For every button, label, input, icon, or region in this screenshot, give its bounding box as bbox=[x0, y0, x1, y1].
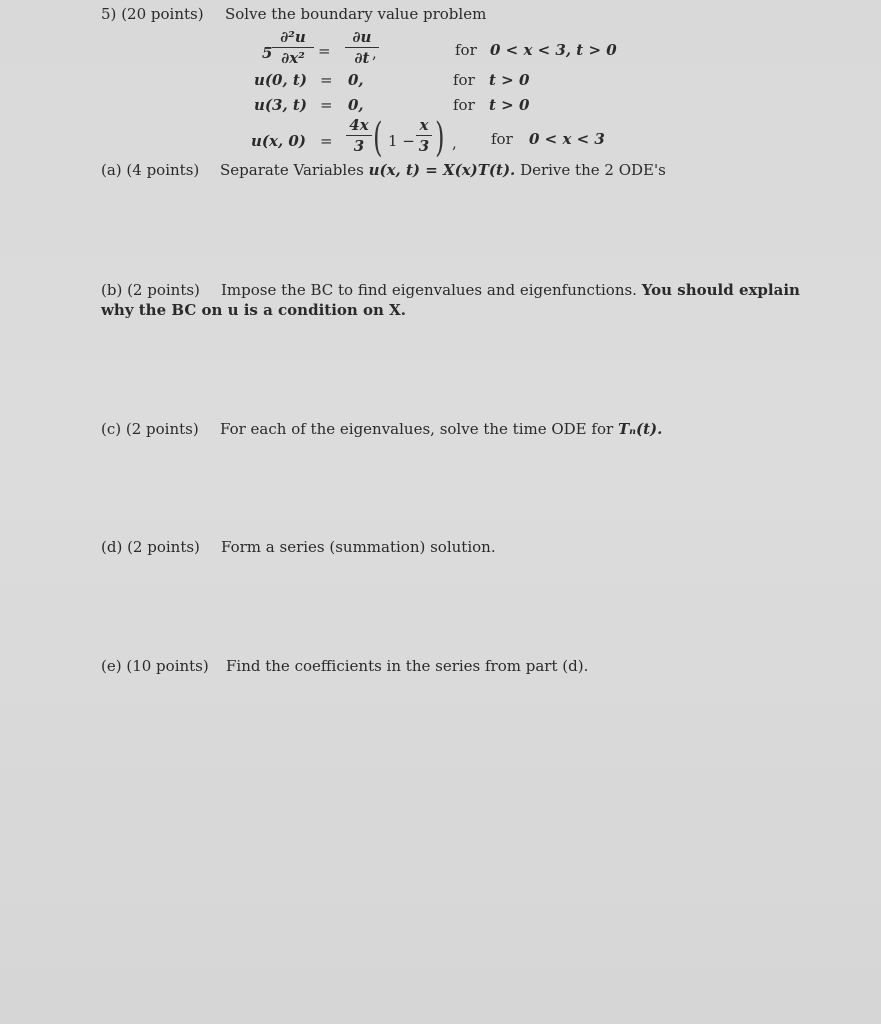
bc2-for: for bbox=[453, 96, 475, 114]
part-c-label: (c) (2 points) bbox=[101, 420, 199, 438]
ic-comma: , bbox=[452, 134, 457, 152]
part-d-label: (d) (2 points) bbox=[101, 538, 200, 556]
pde-for: for bbox=[455, 41, 477, 59]
pde-lhs-fraction bbox=[272, 28, 314, 67]
part-e-label: (e) (10 points) bbox=[101, 657, 209, 675]
part-a-text bbox=[220, 161, 666, 179]
part-b-text bbox=[221, 281, 800, 299]
ic-fraction-4x-over-3 bbox=[346, 116, 372, 155]
pde-lhs-numerator: ∂²u bbox=[280, 28, 306, 46]
part-c-text1: For each of the eigenvalues, solve the time ODE for bbox=[220, 420, 614, 438]
pde-lhs-denominator: ∂x² bbox=[281, 49, 305, 67]
ic-frac1-denominator: 3 bbox=[353, 137, 365, 155]
ic-right-paren: ) bbox=[435, 115, 445, 161]
problem-number-label: 5) bbox=[101, 5, 117, 23]
ic-for: for bbox=[491, 130, 513, 148]
part-a-text2: Derive the 2 ODE's bbox=[520, 161, 666, 179]
part-b-label: (b) (2 points) bbox=[101, 281, 200, 299]
ic-lhs: u(x, 0) bbox=[251, 132, 306, 150]
part-b-bold2: why the BC on u is a condition on X. bbox=[101, 301, 407, 319]
bc2-cond: t > 0 bbox=[489, 96, 530, 114]
pde-equals: = bbox=[318, 42, 331, 60]
part-e-text: Find the coefficients in the series from part (d). bbox=[226, 657, 589, 675]
part-d-text: Form a series (summation) solution. bbox=[221, 538, 496, 556]
part-b-bold1: You should explain bbox=[641, 281, 800, 299]
bc1-cond: t > 0 bbox=[489, 71, 530, 89]
problem-points: (20 points) bbox=[121, 5, 204, 23]
pde-comma: , bbox=[372, 44, 377, 62]
bc2-lhs: u(3, t) bbox=[254, 96, 307, 114]
ic-equals: = bbox=[320, 132, 333, 150]
part-c-math: Tₙ(t). bbox=[617, 420, 663, 438]
ic-left-paren: ( bbox=[373, 115, 383, 161]
problem-number bbox=[101, 5, 204, 23]
bc1-equals: = bbox=[320, 71, 333, 89]
ic-frac1-numerator: 4x bbox=[349, 116, 369, 134]
problem-intro: Solve the boundary value problem bbox=[225, 5, 487, 23]
part-a-math: u(x, t) = X(x)T(t). bbox=[368, 161, 516, 179]
bc1-lhs: u(0, t) bbox=[254, 71, 307, 89]
pde-rhs-numerator: ∂u bbox=[352, 28, 372, 46]
part-a-label: (a) (4 points) bbox=[101, 161, 200, 179]
ic-one-minus: 1 − bbox=[388, 132, 415, 150]
bc2-equals: = bbox=[320, 96, 333, 114]
part-b-text1: Impose the BC to find eigenvalues and eigenfunctions. bbox=[221, 281, 637, 299]
part-a-text1: Separate Variables bbox=[220, 161, 364, 179]
pde-domain: 0 < x < 3, t > 0 bbox=[490, 41, 617, 59]
bc1-for: for bbox=[453, 71, 475, 89]
ic-frac2-numerator: x bbox=[419, 116, 429, 134]
ic-fraction-x-over-3 bbox=[416, 116, 432, 155]
pde-rhs-denominator: ∂t bbox=[354, 49, 370, 67]
part-c-text bbox=[220, 420, 662, 438]
bc1-rhs: 0, bbox=[348, 71, 364, 89]
bc2-rhs: 0, bbox=[348, 96, 364, 114]
pde-coefficient: 5 bbox=[262, 44, 273, 62]
ic-domain: 0 < x < 3 bbox=[529, 130, 605, 148]
ic-frac2-denominator: 3 bbox=[418, 137, 430, 155]
